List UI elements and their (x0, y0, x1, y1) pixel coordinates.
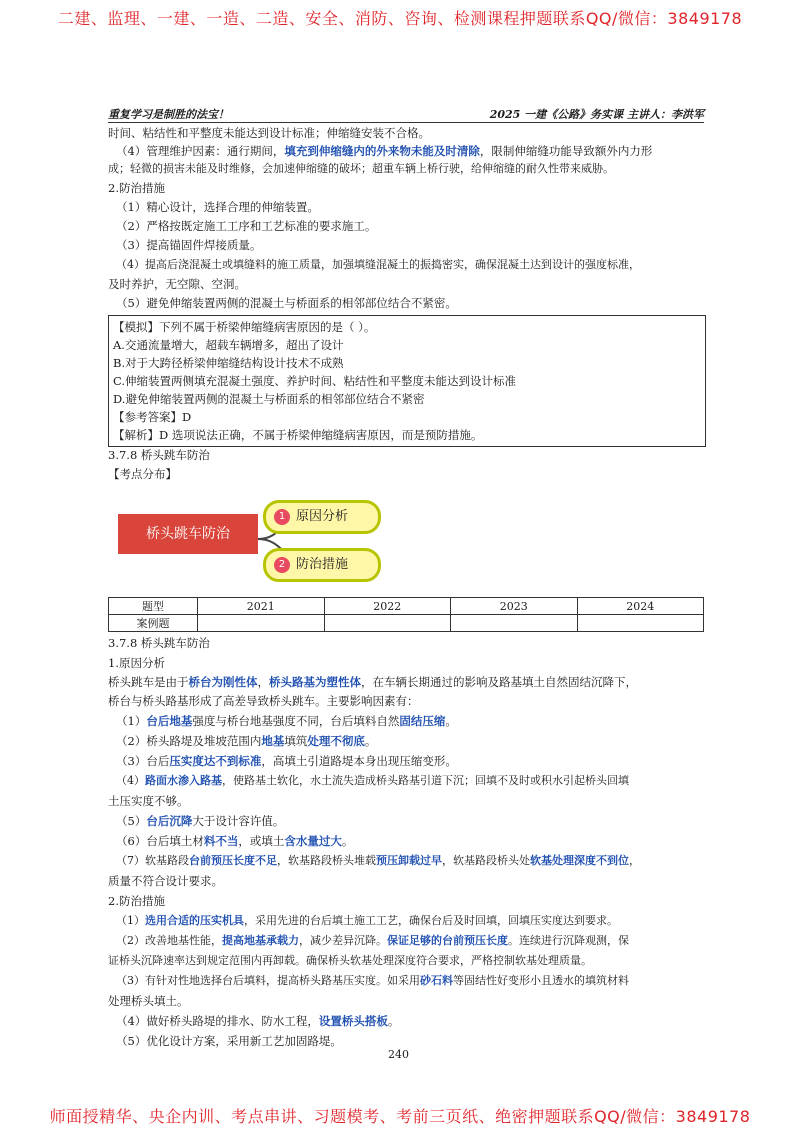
text-run: ，在车辆长期通过的影响及路基填土自然固结沉降下， (361, 675, 637, 689)
text-line (108, 673, 637, 691)
text-run: ，限制伸缩缝功能导致额外内力形 (479, 144, 653, 158)
table-header-cell: 2021 (198, 598, 325, 615)
section-title: 3.7.8 桥头跳车防治 (108, 448, 210, 462)
highlight-text: 地基 (261, 734, 285, 748)
text-run: ， (629, 854, 640, 867)
text-line: （5）避免伸缩装置两侧的混凝土与桥面系的相邻部位结合不紧密。 (116, 296, 457, 310)
header-left: 重复学习是制胜的法宝！ (108, 108, 229, 121)
text-run: （4）管理维护因素：通行期间， (116, 144, 285, 158)
text-line (116, 142, 652, 160)
highlight-text: 砂石料 (420, 974, 453, 987)
mindmap-node-cause (263, 500, 381, 534)
text-run: 。 (445, 714, 457, 728)
text-run: （4）做好桥头路堤的排水、防水工程， (116, 1014, 319, 1028)
text-line (116, 772, 629, 790)
document-page (108, 104, 704, 1064)
text-line: 处理桥头填土。 (108, 994, 189, 1008)
table-cell: 案例题 (109, 615, 198, 632)
table-row (109, 615, 704, 632)
text-run: （6）台后填土材 (116, 834, 204, 848)
number-badge: 2 (274, 557, 290, 573)
text-line: （4）提高后浇混凝土或填缝料的施工质量，加强填缝混凝土的振捣密实，确保混凝土达到设计的强度标准， (116, 258, 640, 271)
text-run: 。 (364, 734, 377, 748)
text-line (116, 712, 457, 730)
text-run: ，软基路段桥头处 (442, 854, 530, 867)
text-run: 。 (387, 1014, 400, 1028)
text-run: 等固结性好变形小且透水的填筑材料 (453, 974, 629, 987)
section-title: 3.7.8 桥头跳车防治 (108, 636, 210, 650)
mindmap-root: 桥头跳车防治 (118, 514, 258, 554)
page-header (108, 104, 704, 123)
mindmap-node-measures (263, 548, 381, 582)
option-d: D.避免伸缩装置两侧的混凝土与桥面系的相邻部位结合不紧密 (113, 392, 425, 406)
text-run: （7）软基路段 (116, 854, 189, 867)
text-run: （2）桥头路堤及堆坡范围内 (116, 734, 262, 748)
highlight-text: 软基处理深度不到位 (530, 854, 629, 867)
table-header-cell: 2024 (577, 598, 704, 615)
highlight-text: 设置桥头搭板 (318, 1014, 388, 1028)
table-header-row (109, 598, 704, 615)
text-line (116, 912, 618, 930)
text-run: （3）台后 (116, 754, 170, 768)
highlight-text: 台前预压长度不足 (189, 854, 277, 867)
text-line: 证桥头沉降速率达到规定范围内再卸载。确保桥头软基处理深度符合要求，严格控制软基处理质量。 (108, 954, 592, 967)
text-run: ，软基路段桥头堆载 (277, 854, 376, 867)
highlight-text: 固结压缩 (399, 714, 446, 728)
distribution-label: 【考点分布】 (108, 467, 177, 481)
node-label: 防治措施 (296, 557, 349, 572)
table-header-cell: 2022 (324, 598, 451, 615)
highlight-text: 料不当 (203, 834, 239, 848)
text-line: 桥台与桥头路基形成了高差导致桥头跳车。主要影响因素有： (108, 694, 419, 708)
subsection-heading: 1.原因分析 (108, 656, 165, 670)
highlight-text: 台后沉降 (146, 814, 193, 828)
node-label: 原因分析 (296, 509, 349, 524)
text-run: ，或填土 (238, 834, 285, 848)
table-cell (451, 615, 578, 632)
text-run: 。 (341, 834, 354, 848)
highlight-text: 含水量过大 (284, 834, 342, 848)
text-line (116, 812, 284, 830)
option-a: A.交通流量增大，超载车辆增多，超出了设计 (113, 338, 344, 352)
text-run: 桥头跳车是由于 (108, 675, 189, 689)
mock-question-box (108, 315, 706, 447)
text-run: （2）改善地基性能， (116, 934, 222, 947)
highlight-text: 提高地基承载力 (222, 934, 299, 947)
highlight-text: 桥台为刚性体 (188, 675, 258, 689)
text-line: （1）精心设计，选择合理的伸缩装置。 (116, 200, 319, 214)
explanation: 【解析】D 选项说法正确，不属于桥梁伸缩缝病害原因，而是预防措施。 (113, 428, 483, 442)
highlight-text: 保证足够的台前预压长度 (387, 934, 508, 947)
table-cell (577, 615, 704, 632)
highlight-text: 填充到伸缩缝内的外来物未能及时清除 (284, 144, 480, 158)
text-line: 时间、粘结性和平整度未能达到设计标准；伸缩缝安装不合格。 (108, 126, 430, 140)
section-heading: 2.防治措施 (108, 181, 165, 195)
text-line (116, 832, 353, 850)
text-line: 质量不符合设计要求。 (108, 874, 223, 888)
text-run: ，高填土引道路堤本身出现压缩变形。 (261, 754, 457, 768)
text-line: 及时养护，无空隙、空洞。 (108, 277, 246, 291)
highlight-text: 处理不彻底 (307, 734, 365, 748)
text-run: ，采用先进的台后填土施工工艺，确保台后及时回填，回填压实度达到要求。 (244, 914, 618, 927)
text-run: ， (257, 675, 269, 689)
highlight-text: 选用合适的压实机具 (145, 914, 244, 927)
top-banner: 二建、监理、一建、一造、二造、安全、消防、咨询、检测课程押题联系QQ/微信：3849178 (57, 9, 743, 28)
text-line (116, 972, 629, 990)
highlight-text: 路面水渗入路基 (145, 774, 222, 787)
option-b: B.对于大跨径桥梁伸缩缝结构设计技术不成熟 (113, 356, 344, 370)
text-run: （4） (116, 774, 145, 787)
option-c: C.伸缩装置两侧填充混凝土强度、养护时间、粘结性和平整度未能达到设计标准 (113, 374, 517, 388)
text-run: （1） (116, 714, 147, 728)
answer: 【参考答案】D (113, 410, 192, 424)
text-line (116, 732, 376, 750)
text-line (116, 852, 640, 870)
text-line: 成；轻微的损害未能及时维修，会加速伸缩缝的破坏；超重车辆上桥行驶，给伸缩缝的耐久性带来威胁。 (108, 162, 614, 175)
highlight-text: 预压卸载过早 (376, 854, 442, 867)
text-line (116, 752, 457, 770)
text-line: （5）优化设计方案，采用新工艺加固路堤。 (116, 1034, 342, 1048)
page-number: 240 (388, 1048, 409, 1061)
text-run: （3）有针对性地选择台后填料，提高桥头路基压实度。如采用 (116, 974, 420, 987)
highlight-text: 台后地基 (146, 714, 193, 728)
highlight-text: 桥头路基为塑性体 (269, 675, 361, 689)
highlight-text: 压实度达不到标准 (169, 754, 262, 768)
text-line: （3）提高锚固件焊接质量。 (116, 238, 262, 252)
subsection-heading: 2.防治措施 (108, 894, 165, 908)
text-line (116, 1012, 399, 1030)
text-line: （2）严格按既定施工工序和工艺标准的要求施工。 (116, 219, 377, 233)
text-run: ，减少差异沉降。 (299, 934, 387, 947)
text-run: （1） (116, 914, 145, 927)
text-run: （5） (116, 814, 147, 828)
text-run: 强度与桥台地基强度不同，台后填料自然 (192, 714, 400, 728)
text-run: ，使路基土软化，水土流失造成桥头路基引道下沉；回填不及时或积水引起桥头回填 (222, 774, 629, 787)
table-header-cell: 2023 (451, 598, 578, 615)
text-line: 土压实度不够。 (108, 794, 189, 808)
text-run: 填筑 (284, 734, 308, 748)
mock-question: 【模拟】下列不属于桥梁伸缩缝病害原因的是（ ）。 (113, 320, 376, 334)
table-header-cell: 题型 (109, 598, 198, 615)
number-badge: 1 (274, 509, 290, 525)
year-table (108, 597, 704, 632)
header-right: 2025 一建《公路》务实课 主讲人：李洪军 (489, 108, 704, 121)
table-cell (198, 615, 325, 632)
bottom-banner: 师面授精华、央企内训、考点串讲、习题模考、考前三页纸、绝密押题联系QQ/微信：3849178 (49, 1107, 751, 1126)
text-run: 。连续进行沉降观测，保 (508, 934, 629, 947)
text-line (116, 932, 629, 950)
text-run: 大于设计容许值。 (192, 814, 285, 828)
table-cell (324, 615, 451, 632)
